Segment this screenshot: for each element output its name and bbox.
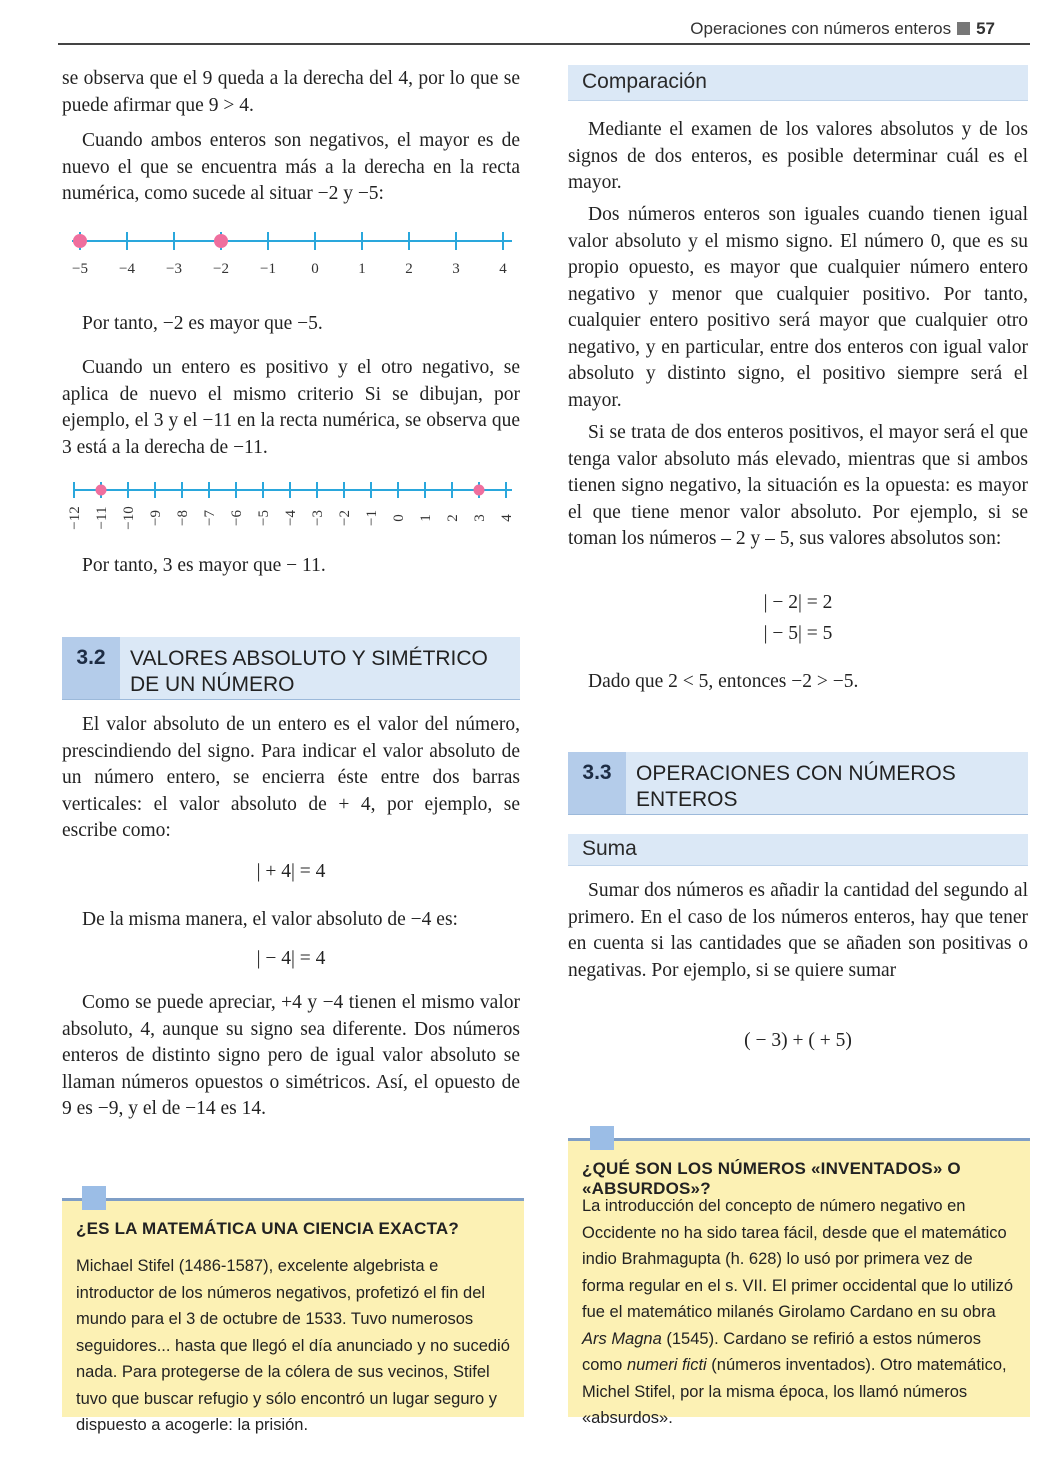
section-number: 3.3 [568, 752, 626, 814]
number-line-label: 4 [499, 261, 507, 277]
number-line-label: 3 [452, 261, 460, 277]
subsection-suma: Suma [568, 834, 1028, 866]
aside-box-invented-numbers [568, 1138, 1030, 1427]
section-title-line-1: OPERACIONES CON NÚMEROS [636, 762, 956, 785]
number-line-label: 2 [445, 514, 461, 522]
box-square-icon [82, 1186, 106, 1210]
number-line-1 [60, 225, 530, 287]
aside-body [582, 1193, 1016, 1432]
number-line-label: −3 [166, 261, 182, 277]
number-line-label: −5 [256, 510, 272, 526]
number-line-label: 3 [472, 514, 488, 522]
section-title-line-2: ENTEROS [636, 788, 738, 811]
left-paragraph-3: Por tanto, −2 es mayor que −5. [82, 313, 323, 334]
subsection-comparacion: Comparación [568, 65, 1028, 101]
number-line-label: −11 [94, 506, 110, 530]
left-paragraph-8: Como se puede apreciar, +4 y −4 tienen el mismo valor absoluto, 4, aunque su signo sea diferente. Dos números enteros de distinto signo pero de igual valor absoluto se llaman números opuestos o simétricos. Así, el opuesto de 9 es −9, y el de −14 es 14. [62, 992, 520, 1119]
number-line-label: −1 [260, 261, 276, 277]
header-rule [58, 43, 1030, 45]
equation-abs-minus2: | − 2| = 2 [763, 592, 833, 613]
number-line-label: −1 [364, 510, 380, 526]
right-paragraph-4: Dado que 2 < 5, entonces −2 > −5. [588, 671, 859, 692]
number-line-label: −9 [148, 510, 164, 526]
left-paragraph-6: El valor absoluto de un entero es el valor del número, prescindiendo del signo. Para indicar el valor absoluto de un número entero, se encierra éste entre dos barras verticales: el valor absoluto de + 4, por ejemplo, se escribe como: [62, 714, 520, 841]
equation-abs-minus5: | − 5| = 5 [763, 623, 833, 644]
right-paragraph-3: Si se trata de dos enteros positivos, el mayor será el que tenga valor absoluto más elevado, mientras que si ambos tienen signo negativo, la situación es la opuesta: es mayor el que tiene menor valor absoluto. Por ejemplo, si se toman los números – 2 y – 5, sus valores absolutos son: [568, 422, 1028, 549]
number-line-label: −8 [175, 510, 191, 526]
number-line-label: −4 [283, 510, 299, 526]
running-header [690, 19, 995, 39]
number-line-label: −2 [213, 261, 229, 277]
aside-body-part-2: (1545). Cardano se refirió a estos números como [582, 1329, 981, 1374]
number-line-label: −10 [121, 506, 137, 530]
number-line-label: −7 [202, 510, 218, 526]
number-line-label: −12 [67, 506, 83, 530]
header-title: Operaciones con números enteros [690, 19, 952, 38]
section-title [636, 761, 956, 813]
section-title-line-2: DE UN NÚMERO [130, 673, 295, 696]
number-line-2 [60, 476, 530, 546]
box-square-icon [590, 1126, 614, 1150]
right-paragraph-2: Dos números enteros son iguales cuando tienen igual valor absoluto y el mismo signo. El número 0, que es su propio opuesto, es mayor que cualquier número entero negativo y menor que cualquier positivo. Por tanto, cualquier entero positivo será mayor que cualquier otro negativo, y en particular, entre dos enteros con igual valor absoluto y distinto signo, el positivo siempre será el mayor. [568, 204, 1028, 411]
number-line-label: −2 [337, 510, 353, 526]
equation-abs-minus4: | − 4| = 4 [256, 948, 326, 969]
section-number: 3.2 [62, 637, 120, 699]
left-paragraph-5: Por tanto, 3 es mayor que − 11. [82, 555, 326, 576]
section-3-2-header [62, 637, 520, 700]
right-paragraph-5: Sumar dos números es añadir la cantidad del segundo al primero. En el caso de los números enteros, hay que tener en cuenta si las cantidades que se añaden son positivas o negativas. Por ejemplo, si se quiere sumar [568, 880, 1028, 981]
equation-sum: ( − 3) + ( + 5) [744, 1030, 852, 1051]
number-line-label: −4 [119, 261, 135, 277]
number-line-label: −5 [72, 261, 88, 277]
section-title [130, 646, 488, 698]
number-line-label: −3 [310, 510, 326, 526]
number-line-marker [474, 485, 485, 496]
number-line-marker [214, 234, 228, 248]
right-paragraph-1: Mediante el examen de los valores absolutos y de los signos de dos enteros, es posible determinar cuál es el mayor. [568, 119, 1028, 193]
aside-title: ¿ES LA MATEMÁTICA UNA CIENCIA EXACTA? [76, 1219, 459, 1238]
aside-body-part-1: La introducción del concepto de número negativo en Occidente no ha sido tarea fácil, desde que el matemático indio Brahmagupta (h. 628) lo usó por primera vez de forma regular en el s. VII. El primer occidental que lo utilizó fue el matemático milanés Girolamo Cardano en su obra [582, 1197, 1014, 1321]
aside-title: ¿QUÉ SON LOS NÚMEROS «INVENTADOS» O «ABSURDOS»? [582, 1159, 961, 1198]
section-title-line-1: VALORES ABSOLUTO Y SIMÉTRICO [130, 647, 488, 670]
header-square-icon [957, 22, 970, 35]
page-number: 57 [976, 19, 995, 38]
left-paragraph-2: Cuando ambos enteros son negativos, el mayor es de nuevo el que se encuentra más a la derecha en la recta numérica, como sucede al situar −2 y −5: [62, 130, 520, 204]
number-line-label: 0 [311, 261, 319, 277]
number-line-label: −6 [229, 510, 245, 526]
number-line-marker [73, 234, 87, 248]
aside-body-book-title: Ars Magna [582, 1329, 662, 1348]
number-line-marker [96, 485, 107, 496]
aside-box-exact-science [62, 1198, 524, 1434]
aside-body: Michael Stifel (1486-1587), excelente algebrista e introductor de los números negativos, profetizó el fin del mundo para el 3 de octubre de 1533. Tuvo numerosos seguidores... hasta que llegó el día anunciado y no sucedió nada. Para protegerse de la cólera de sus vecinos, Stifel tuvo que buscar refugio y sólo encontró un lugar seguro y dispuesto a acogerle: la prisión. [76, 1257, 510, 1434]
aside-body-latin-term: numeri ficti [626, 1356, 707, 1374]
left-paragraph-7: De la misma manera, el valor absoluto de −4 es: [82, 909, 458, 930]
number-line-label: 1 [418, 514, 434, 522]
left-paragraph-4: Cuando un entero es positivo y el otro negativo, se aplica de nuevo el mismo criterio Si se dibujan, por ejemplo, el 3 y el −11 en la recta numérica, se observa que 3 está a la derecha de −11. [62, 357, 520, 458]
section-3-3-header [568, 752, 1028, 815]
equation-abs-plus4: | + 4| = 4 [256, 861, 326, 882]
number-line-label: 2 [405, 261, 413, 277]
aside-body-part-3: (números inventados). Otro matemático, Michel Stifel, por la misma época, los llamó números «absurdos». [582, 1356, 1007, 1427]
left-paragraph-1: se observa que el 9 queda a la derecha del 4, por lo que se puede afirmar que 9 > 4. [62, 68, 520, 116]
number-line-label: 0 [391, 514, 407, 522]
number-line-label: 4 [499, 514, 515, 522]
number-line-label: 1 [358, 261, 366, 277]
